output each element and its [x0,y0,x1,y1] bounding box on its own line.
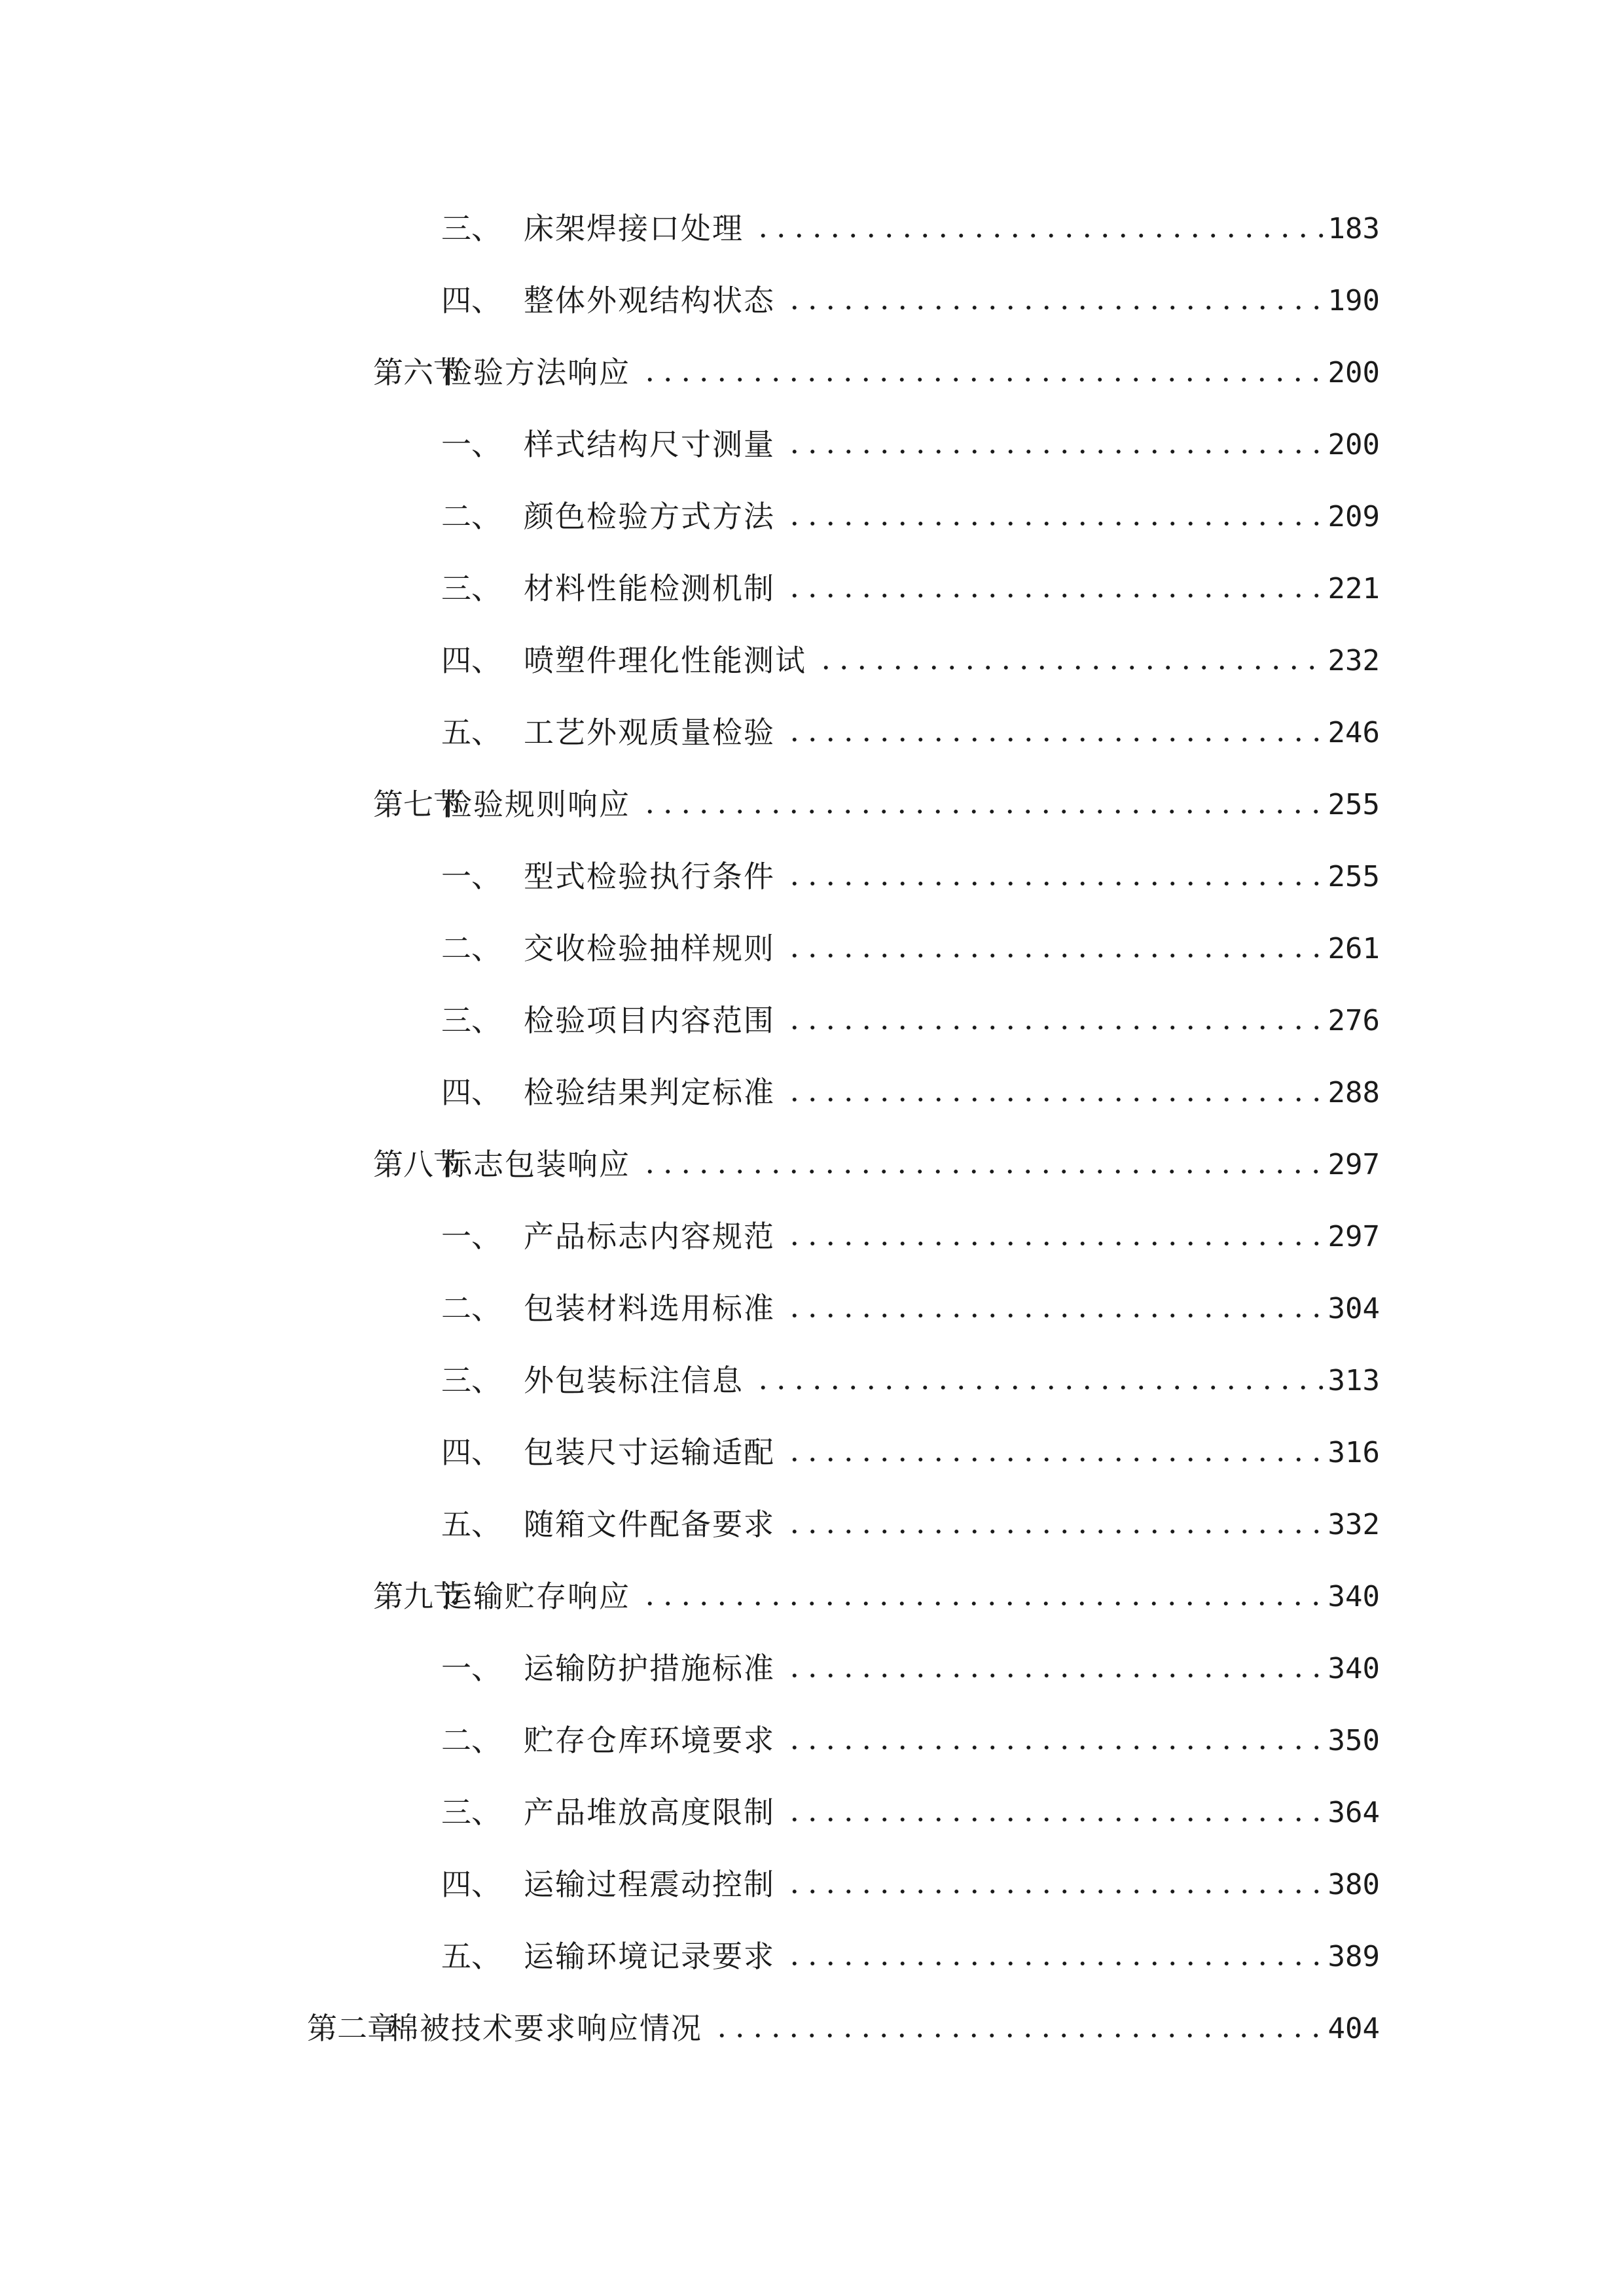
toc-entry-number: 第八节 [373,1147,463,1182]
toc-dot-leader [785,1093,1324,1106]
toc-entry-page-number: 389 [1327,1940,1380,1973]
toc-entry[interactable] [441,983,1380,1038]
toc-dot-leader [713,2029,1324,2042]
toc-entry[interactable] [441,1775,1380,1830]
toc-entry-number: 第九节 [373,1579,463,1614]
toc-entry-title: 产品堆放高度限制 [524,1795,775,1830]
toc-entry-title: 颜色检验方式方法 [524,499,775,534]
toc-entry[interactable] [373,1559,1380,1614]
toc-entry[interactable] [441,623,1380,678]
toc-entry[interactable] [441,1343,1380,1398]
toc-entry-number: 一、 [441,1219,501,1254]
toc-entry-number: 二、 [441,1723,501,1758]
toc-dot-leader [785,877,1324,890]
toc-entry[interactable] [441,1271,1380,1326]
toc-entry[interactable] [441,551,1380,606]
toc-entry-page-number: 297 [1327,1220,1380,1253]
toc-entry[interactable] [441,1055,1380,1110]
toc-entry-page-number: 380 [1327,1868,1380,1901]
toc-dot-leader [785,949,1324,962]
toc-entry-title: 整体外观结构状态 [524,283,775,318]
toc-dot-leader [785,301,1324,314]
toc-dot-leader [785,589,1324,602]
toc-entry[interactable] [373,1127,1380,1182]
toc-entry-title: 棉被技术要求响应情况 [388,2011,702,2046]
toc-entry-page-number: 364 [1327,1796,1380,1829]
toc-entry-page-number: 200 [1327,428,1380,461]
toc-entry[interactable] [441,407,1380,462]
toc-dot-leader [785,733,1324,746]
toc-dot-leader [785,517,1324,530]
toc-dot-leader [785,1885,1324,1898]
toc-entry-number: 四、 [441,643,501,678]
toc-entry-page-number: 190 [1327,284,1380,317]
toc-entry-number: 三、 [441,1363,501,1398]
toc-entry-page-number: 255 [1327,860,1380,893]
toc-entry-number: 第二章 [307,2011,397,2046]
toc-entry-number: 三、 [441,571,501,606]
toc-entry-page-number: 304 [1327,1292,1380,1325]
toc-entry-page-number: 221 [1327,572,1380,605]
toc-entry-page-number: 350 [1327,1724,1380,1757]
toc-entry[interactable] [441,695,1380,750]
toc-entry-number: 三、 [441,1795,501,1830]
toc-dot-leader [785,1813,1324,1826]
toc-entry-page-number: 183 [1327,212,1380,245]
toc-entry-number: 四、 [441,283,501,318]
toc-entry-number: 四、 [441,1075,501,1110]
toc-entry-number: 五、 [441,1507,501,1542]
toc-entry-title: 检验规则响应 [442,787,630,822]
toc-entry[interactable] [441,479,1380,534]
toc-dot-leader [785,1669,1324,1682]
toc-dot-leader [641,805,1324,818]
toc-entry-title: 运输过程震动控制 [524,1867,775,1902]
toc-entry[interactable] [441,1199,1380,1254]
toc-entry-title: 随箱文件配备要求 [524,1507,775,1542]
toc-dot-leader [785,1453,1324,1466]
toc-entry-number: 二、 [441,499,501,534]
toc-dot-leader [754,1381,1324,1394]
toc-entry-title: 运输防护措施标准 [524,1651,775,1686]
toc-entry-title: 包装材料选用标准 [524,1291,775,1326]
toc-entry-page-number: 297 [1327,1148,1380,1181]
toc-entry-page-number: 255 [1327,788,1380,821]
toc-dot-leader [785,1957,1324,1970]
toc-entry-page-number: 332 [1327,1508,1380,1541]
toc-entry[interactable] [441,911,1380,966]
toc-entry-page-number: 246 [1327,716,1380,749]
toc-entry-page-number: 232 [1327,644,1380,677]
toc-entry-page-number: 340 [1327,1580,1380,1613]
toc-dot-leader [754,229,1324,242]
toc-entry[interactable] [373,335,1380,390]
toc-entry[interactable] [307,1991,1380,2046]
toc-dot-leader [641,1597,1324,1610]
toc-entry-number: 一、 [441,427,501,462]
toc-dot-leader [785,1237,1324,1250]
toc-entry-number: 第七节 [373,787,463,822]
toc-dot-leader [641,373,1324,386]
toc-entry-title: 床架焊接口处理 [524,211,744,246]
toc-entry-number: 四、 [441,1867,501,1902]
toc-entry-number: 三、 [441,211,501,246]
toc-entry-title: 样式结构尺寸测量 [524,427,775,462]
toc-entry[interactable] [441,263,1380,318]
toc-entry-title: 工艺外观质量检验 [524,715,775,750]
toc-dot-leader [641,1165,1324,1178]
toc-entry[interactable] [441,1703,1380,1758]
toc-entry-number: 二、 [441,1291,501,1326]
toc-entry[interactable] [373,767,1380,822]
toc-entry-title: 喷塑件理化性能测试 [524,643,806,678]
toc-entry-page-number: 209 [1327,500,1380,533]
toc-entry-title: 运输贮存响应 [442,1579,630,1614]
toc-dot-leader [817,661,1324,674]
toc-entry-number: 第六节 [373,355,463,390]
toc-dot-leader [785,445,1324,458]
toc-entry[interactable] [441,191,1380,246]
toc-entry-page-number: 276 [1327,1004,1380,1037]
toc-entry[interactable] [441,839,1380,894]
toc-entry-number: 四、 [441,1435,501,1470]
toc-entry-page-number: 313 [1327,1364,1380,1397]
toc-entry-number: 五、 [441,715,501,750]
toc-entry[interactable] [441,1487,1380,1542]
toc-entry[interactable] [441,1919,1380,1974]
toc-entry-title: 交收检验抽样规则 [524,931,775,966]
toc-dot-leader [785,1021,1324,1034]
toc-entry-number: 二、 [441,931,501,966]
toc-entry[interactable] [441,1631,1380,1686]
toc-entry-page-number: 200 [1327,356,1380,389]
toc-entry-title: 材料性能检测机制 [524,571,775,606]
toc-dot-leader [785,1309,1324,1322]
toc-entry-title: 检验方法响应 [442,355,630,390]
toc-entry-title: 标志包装响应 [442,1147,630,1182]
toc-entry-page-number: 316 [1327,1436,1380,1469]
toc-entry-page-number: 404 [1327,2012,1380,2045]
toc-entry-number: 三、 [441,1003,501,1038]
toc-entry-title: 检验结果判定标准 [524,1075,775,1110]
toc-entry-title: 外包装标注信息 [524,1363,744,1398]
toc-entry-number: 五、 [441,1939,501,1974]
toc-entry-page-number: 261 [1327,932,1380,965]
toc-entry-page-number: 288 [1327,1076,1380,1109]
toc-entry-title: 型式检验执行条件 [524,859,775,894]
toc-entry-number: 一、 [441,1651,501,1686]
toc-entry-number: 一、 [441,859,501,894]
toc-entry-title: 包装尺寸运输适配 [524,1435,775,1470]
toc-dot-leader [785,1525,1324,1538]
toc-entry-title: 产品标志内容规范 [524,1219,775,1254]
toc-entry-title: 贮存仓库环境要求 [524,1723,775,1758]
toc-entry-page-number: 340 [1327,1652,1380,1685]
toc-dot-leader [785,1741,1324,1754]
toc-entry[interactable] [441,1847,1380,1902]
toc-entry[interactable] [441,1415,1380,1470]
toc-entry-title: 检验项目内容范围 [524,1003,775,1038]
toc-entry-title: 运输环境记录要求 [524,1939,775,1974]
